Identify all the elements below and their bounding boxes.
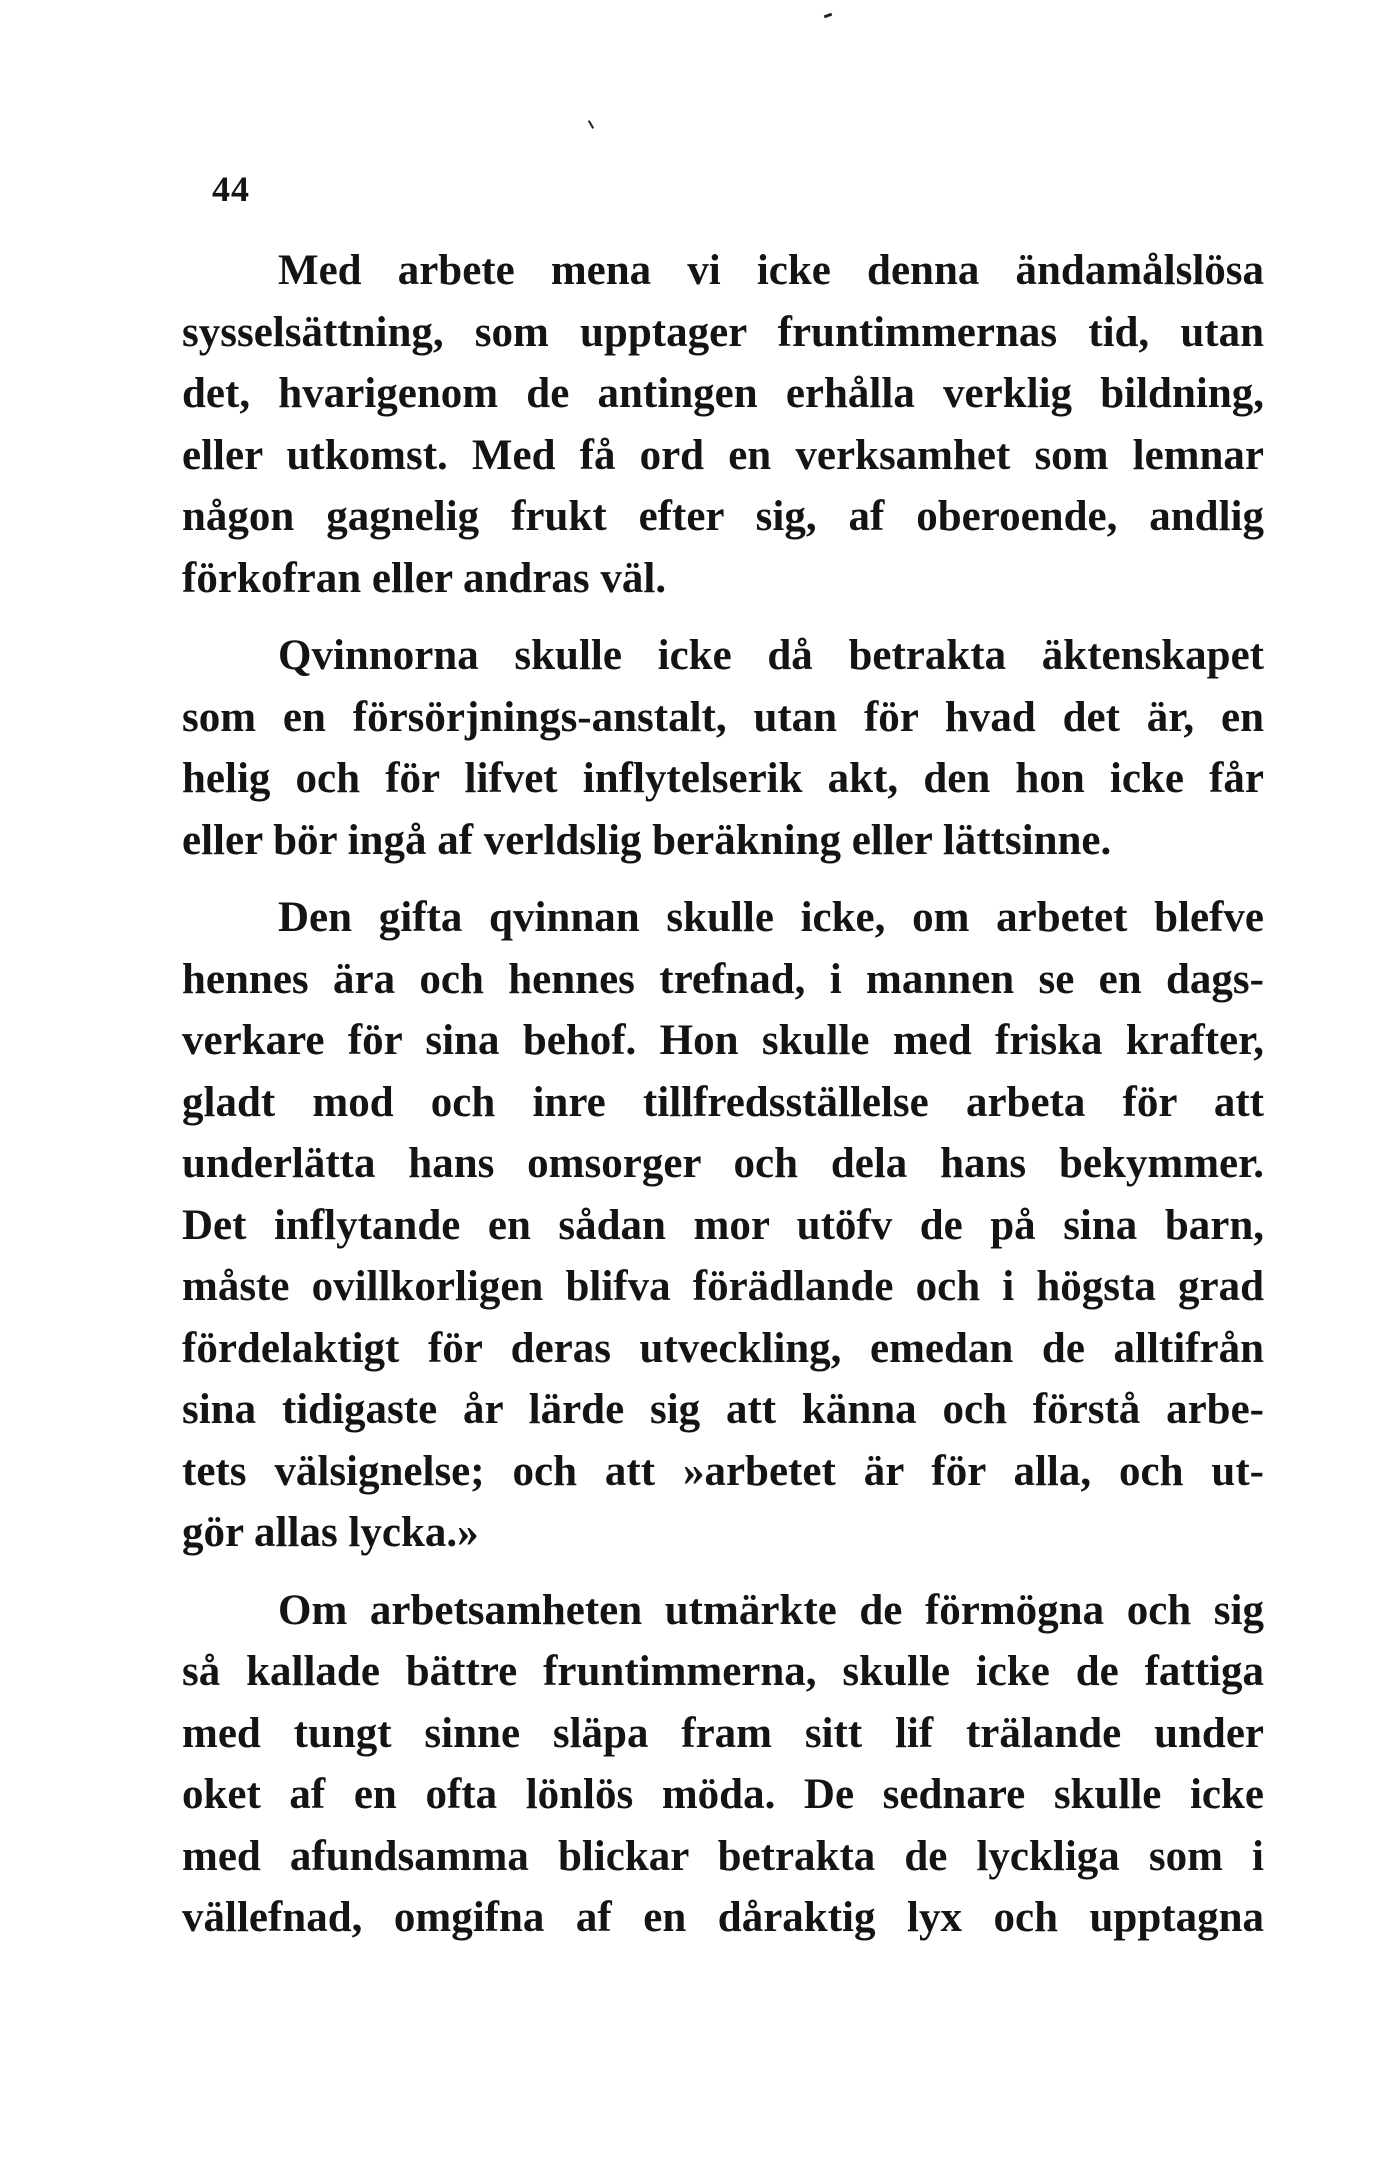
text-line: som en försörjnings-anstalt, utan för hvad det är, en [182,693,1264,741]
text-line: oket af en ofta lönlös möda. De sednare skulle icke [182,1771,1264,1818]
paragraph [182,240,1264,609]
text-line: Den gifta qvinnan skulle icke, om arbetet blefve [278,894,1264,941]
page-number: 44 [212,169,250,209]
print-speck [588,120,594,129]
paragraph-gap [182,1564,1264,1580]
paragraph-gap [182,871,1264,887]
text-line: tets välsignelse; och att »arbetet är för alla, och ut- [182,1447,1264,1495]
text-line: eller utkomst. Med få ord en verksamhet som lemnar [182,431,1264,479]
text-line: sysselsättning, som upptager fruntimmernas tid, utan [182,308,1264,356]
paragraph [182,887,1264,1564]
text-line: Om arbetsamheten utmärkte de förmögna och sig [278,1586,1264,1634]
paragraph-gap [182,609,1264,625]
text-line: hennes ära och hennes trefnad, i mannen se en dags- [182,955,1264,1003]
text-line: det, hvarigenom de antingen erhålla verklig bildning, [182,370,1264,417]
text-line: verkare för sina behof. Hon skulle med friska krafter, [182,1017,1264,1064]
text-line: Med arbete mena vi icke denna ändamålslösa [278,247,1264,294]
text-line: vällefnad, omgifna af en dåraktig lyx och upptagna [182,1894,1264,1941]
text-line: eller bör ingå af verldslig beräkning eller lättsinne. [182,816,1112,864]
paragraph [182,625,1264,871]
text-line: Qvinnorna skulle icke då betrakta äktenskapet [278,632,1264,679]
text-line: någon gagnelig frukt efter sig, af oberoende, andlig [182,493,1264,540]
text-line: fördelaktigt för deras utveckling, emedan de alltifrån [182,1324,1264,1372]
text-line: förkofran eller andras väl. [182,554,667,602]
text-line: helig och för lifvet inflytelserik akt, den hon icke får [182,755,1264,802]
text-line: underlätta hans omsorger och dela hans bekymmer. [182,1140,1264,1187]
text-line: med afundsamma blickar betrakta de lyckliga som i [182,1832,1264,1880]
text-line: så kallade bättre fruntimmerna, skulle icke de fattiga [182,1648,1264,1695]
text-line: gör allas lycka.» [182,1509,479,1556]
text-line: sina tidigaste år lärde sig att känna och förstå arbe- [182,1386,1264,1433]
paragraph [182,1580,1264,1949]
text-line: med tungt sinne släpa fram sitt lif trälande under [182,1709,1264,1757]
text-line: Det inflytande en sådan mor utöfv de på sina barn, [182,1201,1264,1249]
print-speck [824,13,833,19]
text-line: måste ovillkorligen blifva förädlande och i högsta grad [182,1263,1264,1310]
body-text [182,240,1264,1949]
text-line: gladt mod och inre tillfredsställelse arbeta för att [182,1078,1264,1126]
